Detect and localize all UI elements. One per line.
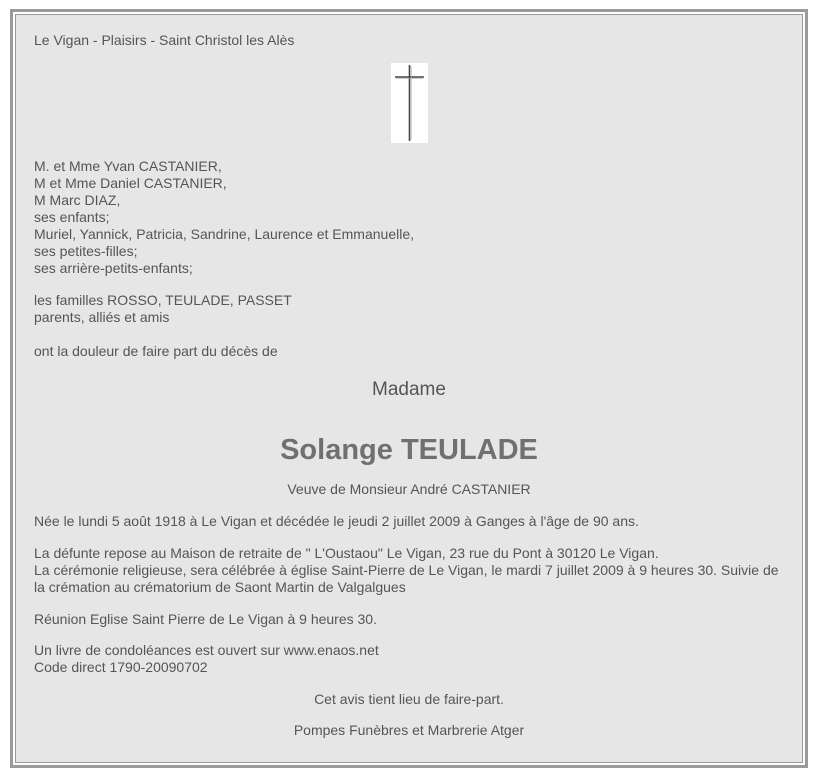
notice-line: Cet avis tient lieu de faire-part. [314, 691, 504, 707]
direct-code-line: Code direct 1790-20090702 [34, 659, 208, 675]
condolences-line: Un livre de condoléances est ouvert sur www.enaos.net [34, 642, 379, 658]
ceremony-line: La cérémonie religieuse, sera célébrée à église Saint-Pierre de Le Vigan, le mardi 7 juillet 2009 à 9 heures 30. Suivie de la crémation au crématorium de Saont Martin de Valgalgues [34, 562, 779, 595]
funeral-home-line: Pompes Funèbres et Marbrerie Atger [293, 722, 525, 738]
other-relatives [34, 292, 784, 326]
deceased-name: Solange TEULADE [280, 434, 538, 466]
family-line: parents, alliés et amis [34, 309, 170, 325]
family-line: ses arrière-petits-enfants; [34, 260, 193, 276]
family-line: M et Mme Daniel CASTANIER, [34, 175, 227, 191]
meeting-line: Réunion Eglise Saint Pierre de Le Vigan à 9 heures 30. [34, 611, 377, 627]
spouse-line: Veuve de Monsieur André CASTANIER [287, 481, 531, 497]
family-line: ses enfants; [34, 209, 110, 225]
header-locations: Le Vigan - Plaisirs - Saint Christol les Alès [34, 32, 295, 48]
obituary-content [34, 32, 784, 739]
condolences-block [34, 642, 784, 676]
family-line: Muriel, Yannick, Patricia, Sandrine, Laurence et Emmanuelle, [34, 226, 415, 242]
rest-place-line: La défunte repose au Maison de retraite de " L'Oustaou" Le Vigan, 23 rue du Pont à 30120 Le Vigan. [34, 545, 659, 561]
family-line: M Marc DIAZ, [34, 192, 121, 208]
family-line: M. et Mme Yvan CASTANIER, [34, 158, 222, 174]
obituary-panel [15, 14, 803, 763]
deceased-title: Madame [372, 379, 446, 400]
birth-death-line: Née le lundi 5 août 1918 à Le Vigan et décédée le jeudi 2 juillet 2009 à Ganges à l'âge de 90 ans. [34, 513, 639, 529]
obituary-frame [10, 9, 808, 768]
cross-icon [391, 63, 428, 143]
announcement-text: ont la douleur de faire part du décès de [34, 343, 278, 359]
family-line: les familles ROSSO, TEULADE, PASSET [34, 292, 292, 308]
cross-image [391, 63, 428, 143]
arrangements [34, 545, 784, 596]
family-line: ses petites-filles; [34, 243, 138, 259]
children-list [34, 158, 784, 277]
